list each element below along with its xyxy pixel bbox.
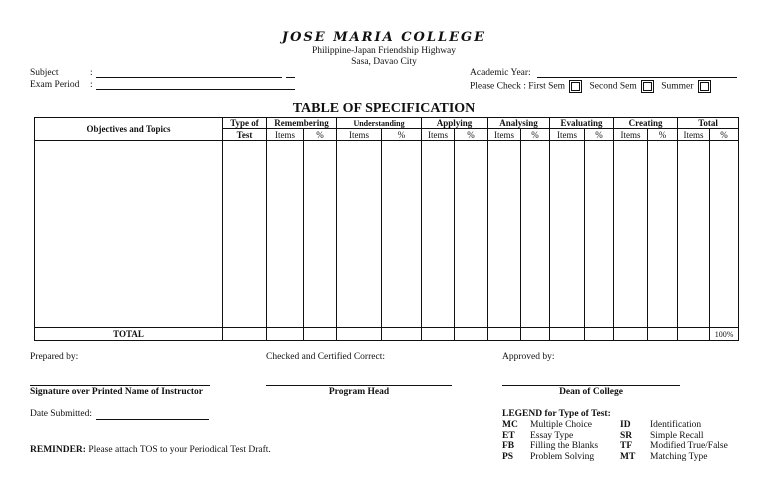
total-row — [35, 328, 739, 341]
value-cell[interactable] — [678, 141, 710, 328]
subject-colon: : — [90, 68, 93, 78]
pct-header: % — [585, 129, 614, 141]
pct-header: % — [648, 129, 678, 141]
date-submitted-label: Date Submitted: — [30, 409, 93, 419]
value-cell[interactable] — [710, 141, 739, 328]
instructor-signature-line — [30, 385, 210, 386]
legend-text: Matching Type — [650, 451, 708, 462]
subject-label: Subject — [30, 68, 59, 78]
tos-table — [34, 117, 739, 341]
dean-signature-line — [502, 385, 680, 386]
pct-header: % — [710, 129, 739, 141]
legend-row — [502, 452, 732, 463]
pct-header: % — [455, 129, 488, 141]
value-cell[interactable] — [614, 141, 648, 328]
second-sem-checkbox[interactable] — [641, 80, 654, 93]
items-header: Items — [550, 129, 585, 141]
legend-text: Problem Solving — [530, 451, 595, 462]
value-cell[interactable] — [521, 141, 550, 328]
level-creating: Creating — [614, 118, 678, 129]
items-header: Items — [614, 129, 648, 141]
exam-period-label: Exam Period — [30, 80, 80, 90]
table-body-row — [35, 141, 739, 328]
summer-label: Summer — [661, 81, 694, 92]
exam-period-colon: : — [90, 80, 93, 90]
type-cell[interactable] — [223, 141, 267, 328]
subject-field[interactable] — [96, 77, 282, 78]
checked-by-label: Checked and Certified Correct: — [266, 352, 385, 362]
first-sem-label: : First Sem — [523, 81, 565, 92]
legend-text: Filling the Blanks — [530, 441, 599, 451]
value-cell[interactable] — [455, 141, 488, 328]
dean-caption: Dean of College — [559, 387, 623, 397]
col-topics-header: Objectives and Topics — [35, 118, 223, 141]
summer-checkbox[interactable] — [698, 80, 711, 93]
legend-row — [502, 420, 732, 431]
items-header: Items — [488, 129, 521, 141]
first-sem-checkbox[interactable] — [569, 80, 582, 93]
value-cell[interactable] — [488, 141, 521, 328]
items-header: Items — [337, 129, 382, 141]
pct-header: % — [304, 129, 337, 141]
legend-text: Identification — [650, 420, 702, 430]
items-header: Items — [678, 129, 710, 141]
level-remembering: Remembering — [267, 118, 337, 129]
legend-code: MT — [620, 451, 636, 462]
academic-year-label: Academic Year: — [470, 68, 531, 78]
items-header: Items — [267, 129, 304, 141]
address-line-1: Philippine-Japan Friendship Highway — [311, 46, 457, 56]
value-cell[interactable] — [267, 141, 304, 328]
legend-text: Essay Type — [530, 430, 574, 441]
legend-table — [502, 420, 732, 462]
reminder-text: Please attach TOS to your Periodical Test Draft. — [85, 445, 271, 455]
level-total: Total — [678, 118, 739, 129]
legend-text: Simple Recall — [650, 430, 704, 441]
legend-row — [502, 431, 732, 442]
program-head-signature-line — [266, 385, 452, 386]
legend-code: ID — [620, 420, 631, 430]
approved-by-label: Approved by: — [502, 352, 555, 362]
legend-text: Modified True/False — [650, 441, 728, 451]
second-sem-label: Second Sem — [589, 81, 637, 92]
level-understanding: Understanding — [337, 118, 422, 129]
total-percent: 100% — [710, 328, 739, 341]
value-cell[interactable] — [337, 141, 382, 328]
legend-code: FB — [502, 441, 515, 451]
legend-row — [502, 441, 732, 452]
col-type-header-a: Type of — [223, 118, 267, 129]
value-cell[interactable] — [382, 141, 422, 328]
date-submitted-field[interactable] — [96, 419, 209, 420]
legend-code: MC — [502, 420, 518, 430]
pct-header: % — [521, 129, 550, 141]
total-label: TOTAL — [35, 328, 223, 341]
level-applying: Applying — [422, 118, 488, 129]
topics-cell[interactable] — [35, 141, 223, 328]
exam-period-field[interactable] — [96, 89, 295, 90]
address-line-2: Sasa, Davao City — [351, 57, 417, 67]
items-header: Items — [422, 129, 455, 141]
value-cell[interactable] — [304, 141, 337, 328]
col-type-header-b: Test — [223, 129, 267, 141]
semester-row — [470, 80, 711, 93]
college-name: JOSE MARIA COLLEGE — [281, 30, 487, 45]
value-cell[interactable] — [422, 141, 455, 328]
level-analysing: Analysing — [488, 118, 550, 129]
reminder-label: REMINDER: — [30, 445, 86, 455]
level-evaluating: Evaluating — [550, 118, 614, 129]
prepared-by-label: Prepared by: — [30, 352, 79, 362]
legend-code: SR — [620, 430, 633, 441]
legend-code: TF — [620, 441, 633, 451]
value-cell[interactable] — [550, 141, 585, 328]
subject-field-extra — [286, 77, 295, 78]
please-check-label: Please Check — [470, 81, 521, 92]
legend-title: LEGEND for Type of Test: — [502, 409, 611, 419]
value-cell[interactable] — [648, 141, 678, 328]
legend-code: ET — [502, 430, 515, 441]
instructor-signature-caption: Signature over Printed Name of Instructor — [30, 387, 203, 397]
table-title: TABLE OF SPECIFICATION — [292, 101, 476, 116]
value-cell[interactable] — [585, 141, 614, 328]
reminder-note — [30, 445, 271, 455]
legend-text: Multiple Choice — [530, 420, 593, 430]
program-head-caption: Program Head — [328, 387, 390, 397]
academic-year-field[interactable] — [537, 77, 737, 78]
legend-code: PS — [502, 451, 514, 462]
pct-header: % — [382, 129, 422, 141]
